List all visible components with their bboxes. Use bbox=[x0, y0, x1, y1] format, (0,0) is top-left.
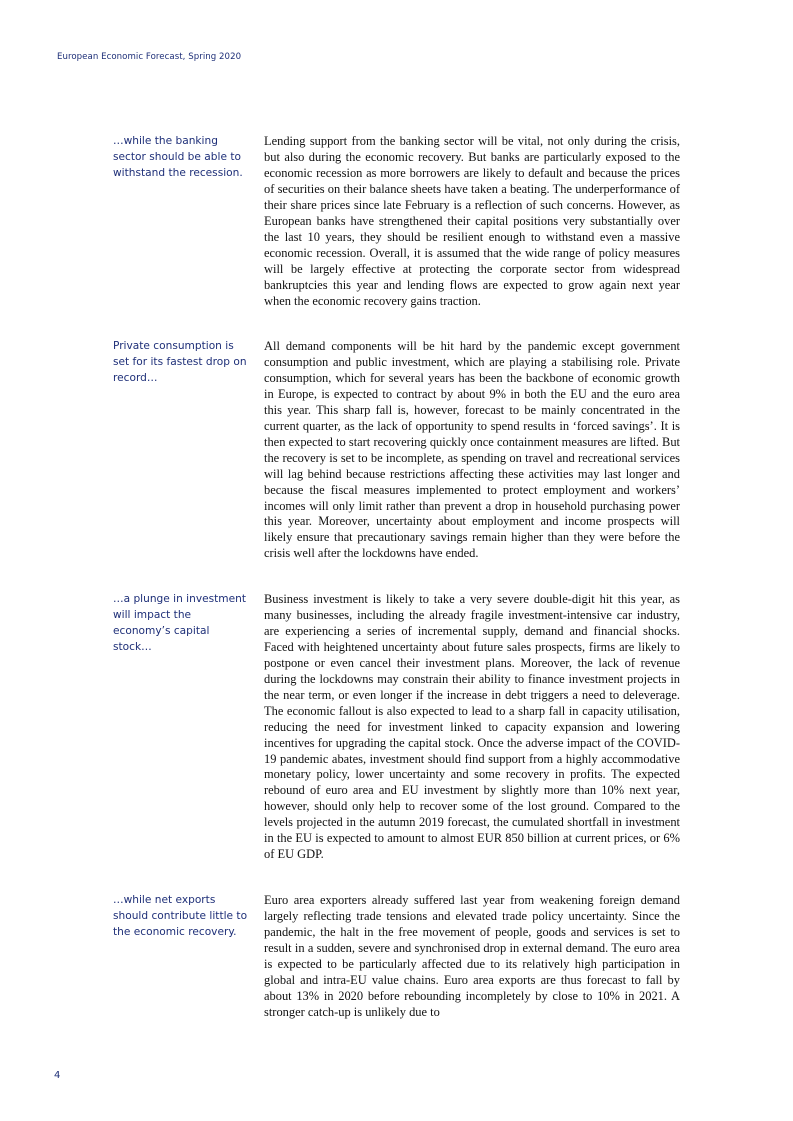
paragraph-net-exports: Euro area exporters already suffered last year from weakening foreign demand largely reflecting trade tensions and elevated trade policy uncertainty. Since the pandemic, the halt in the free movement of people, goods and services is set to result in a sudden, severe and synchronised drop in external demand. The euro area is expected to be particularly affected due to its relatively high participation in global and intra-EU value chains. Euro area exports are thus forecast to fall by about 13% in 2020 before rebounding incompletely by close to 10% in 2021. A stronger catch-up is unlikely due to bbox=[264, 893, 680, 1019]
margin-note-banking: …while the banking sector should be able to withstand the recession. bbox=[113, 135, 243, 179]
paragraph-private-consumption: All demand components will be hit hard by the pandemic except government consumption and public investment, which are playing a stabilising role. Private consumption, which for several years has been the backbone of economic growth in Europe, is expected to contract by about 9% in both the EU and the euro area this year. This sharp fall is, however, forecast to be mainly concentrated in the current quarter, as the lack of opportunity to spend results in ‘forced savings’. It is then expected to start recovering quickly once containment measures are lifted. But the recovery is set to be incomplete, as spending on travel and recreational services will lag behind because restrictions affecting these activities may last longer and because the fiscal measures implemented to protect employment and workers’ incomes will only limit rather than prevent a drop in household purchasing power this year. Moreover, uncertainty about employment and income prospects will likely ensure that precautionary savings remain higher than they were before the crisis well after the lockdowns have ended. bbox=[264, 339, 680, 561]
paragraph-investment: Business investment is likely to take a very severe double-digit hit this year, as many businesses, including the already fragile investment-intensive car industry, are experiencing a series of incremental supply, demand and financial shocks. Faced with heightened uncertainty about future sales prospects, firms are likely to postpone or even cancel their investment plans. Moreover, the lack of revenue during the lockdowns may constrain their ability to finance investment projects in the near term, or even longer if the increase in debt triggers a need to deleverage. The economic fallout is also expected to lead to a sharp fall in capacity utilisation, reducing the need for investment linked to capacity expansion and lowering incentives for upgrading the capital stock. Once the adverse impact of the COVID-19 pandemic abates, investment should find support from a highly accommodative monetary policy, lower uncertainty and some recovery in profits. The expected rebound of euro area and EU investment by slightly more than 10% next year, however, should only help to recover some of the lost ground. Compared to the levels projected in the autumn 2019 forecast, the cumulated shortfall in investment in the EU is expected to amount to almost EUR 850 billion at current prices, or 6% of EU GDP. bbox=[264, 592, 680, 862]
margin-note-investment: …a plunge in investment will impact the economy’s capital stock… bbox=[113, 593, 247, 653]
running-header: European Economic Forecast, Spring 2020 bbox=[57, 52, 242, 62]
margin-note-net-exports: …while net exports should contribute little to the economic recovery. bbox=[113, 894, 248, 938]
margin-note-private-consumption: Private consumption is set for its fastest drop on record… bbox=[113, 340, 247, 384]
paragraph-banking: Lending support from the banking sector will be vital, not only during the crisis, but also during the economic recovery. But banks are particularly exposed to the economic recession as more borrowers are likely to default and because the prices of securities on their balance sheets have taken a beating. The underperformance of their share prices since late February is a reflection of such concerns. However, as European banks have strengthened their capital positions very substantially over the last 10 years, they should be resilient enough to withstand even a massive economic recession. Overall, it is assumed that the wide range of policy measures will be largely effective at protecting the corporate sector from widespread bankruptcies this year and lending flows are expected to grow again next year when the economic recovery gains traction. bbox=[264, 134, 680, 308]
page-number: 4 bbox=[54, 1070, 61, 1081]
